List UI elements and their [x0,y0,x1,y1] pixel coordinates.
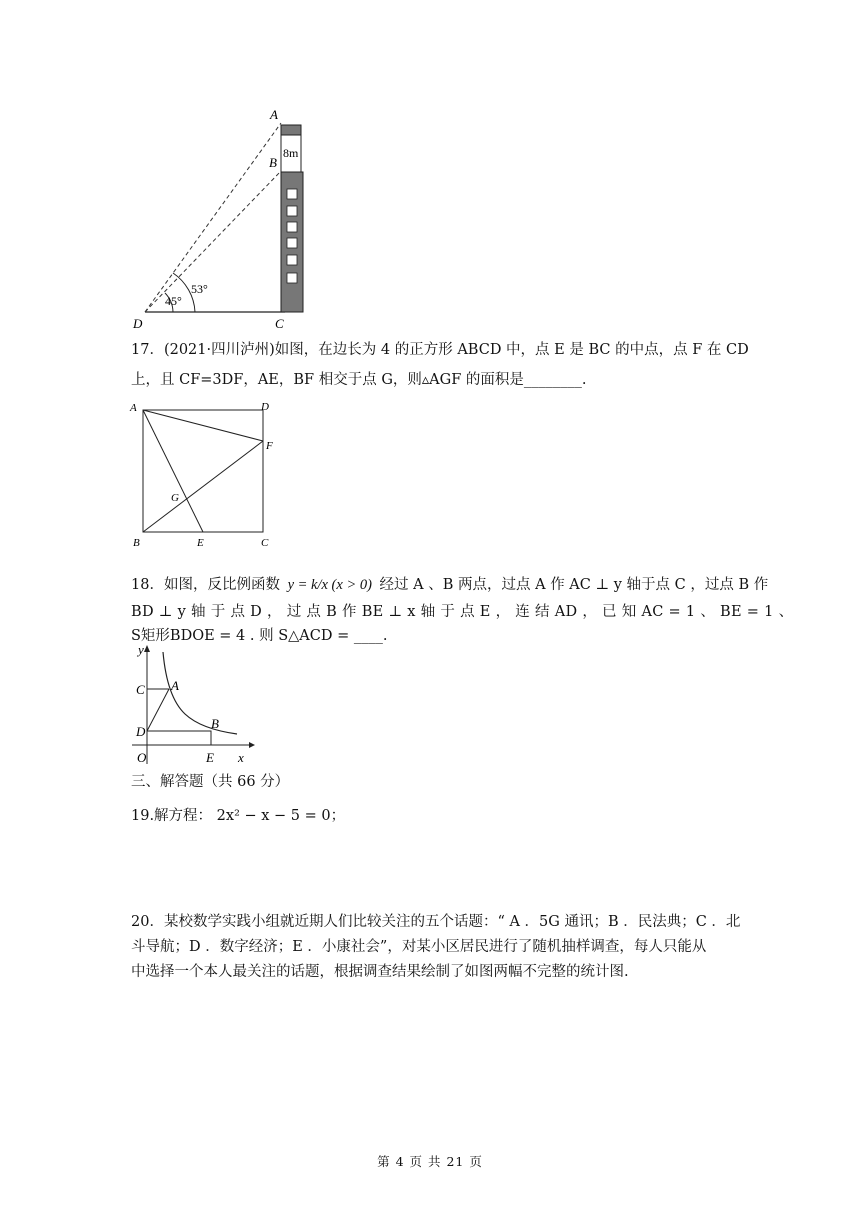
square [143,410,263,532]
label-d: D [136,724,146,739]
segment-af [143,410,263,441]
sight-line-db [145,171,281,312]
q18-line1-post: 经过 A 、B 两点，过点 A 作 AC ⊥ y 轴于点 C ，过点 B 作 [379,577,769,593]
rectangle-bdoe [147,731,211,745]
label-e: E [206,750,214,765]
label-y: y [138,642,144,657]
q17-line2: 上，且 CF=3DF，AE，BF 相交于点 G，则▵AGF 的面积是________. [131,372,587,388]
segment-ae [143,410,203,532]
label-c: C [261,537,269,549]
section-3-heading: 三、解答题（共 66 分） [131,774,290,790]
label-a: A [130,402,137,414]
figure-building-angles [125,105,325,335]
q17-line1: 17．(2021·四川泸州)如图，在边长为 4 的正方形 ABCD 中，点 E 是 BC 的中点，点 F 在 CD [131,342,749,358]
q18-line1-pre: 18．如图，反比例函数 [131,577,280,593]
label-b: B [133,537,140,549]
q18-line3: S矩形BDOE = 4 . 则 S△ACD = ____. [131,628,388,644]
label-b: B [269,155,277,170]
q18-formula: y = k/x (x > 0) [287,577,372,593]
label-o: O [137,750,147,765]
label-d: D [261,401,269,413]
y-axis-arrow [144,645,150,652]
segment-ad [147,689,169,731]
hyperbola-curve [163,652,237,734]
label-g: G [171,492,179,504]
segment-bf [143,441,263,532]
q20-line3: 中选择一个本人最关注的话题，根据调查结果绘制了如图两幅不完整的统计图. [131,964,629,980]
billboard [281,125,301,135]
label-e: E [197,537,204,549]
label-a: A [171,678,179,693]
x-axis-arrow [249,742,255,748]
label-d: D [133,316,143,331]
q20-line2: 斗导航；D ．数字经济；E ．小康社会”，对某小区居民进行了随机抽样调查，每人只能从 [131,939,707,955]
figure-inverse-function [127,642,267,770]
label-c: C [136,682,145,697]
q18-line2: BD ⊥ y 轴 于 点 D ， 过 点 B 作 BE ⊥ x 轴 于 点 E ， 连 结 AD ， 已 知 AC = 1 、 BE = 1 、 [131,604,794,620]
label-height: 8m [283,146,299,160]
figure-square-abcd [125,397,285,549]
q19-line: 19.解方程： 2x² − x − 5 = 0； [131,808,346,824]
label-x: x [238,750,244,765]
page-footer: 第 4 页 共 21 页 [377,1154,483,1169]
label-a: A [270,107,278,122]
label-c: C [275,316,284,331]
q20-line1: 20．某校数学实践小组就近期人们比较关注的五个话题：“ A ．5G 通讯；B ．民法典；C ．北 [131,914,741,930]
label-f: F [266,440,273,452]
q18-line1 [131,575,769,595]
sight-line-da [145,123,281,312]
label-angle-45: 45° [165,294,182,308]
label-b: B [211,716,219,731]
label-angle-53: 53° [191,282,208,296]
